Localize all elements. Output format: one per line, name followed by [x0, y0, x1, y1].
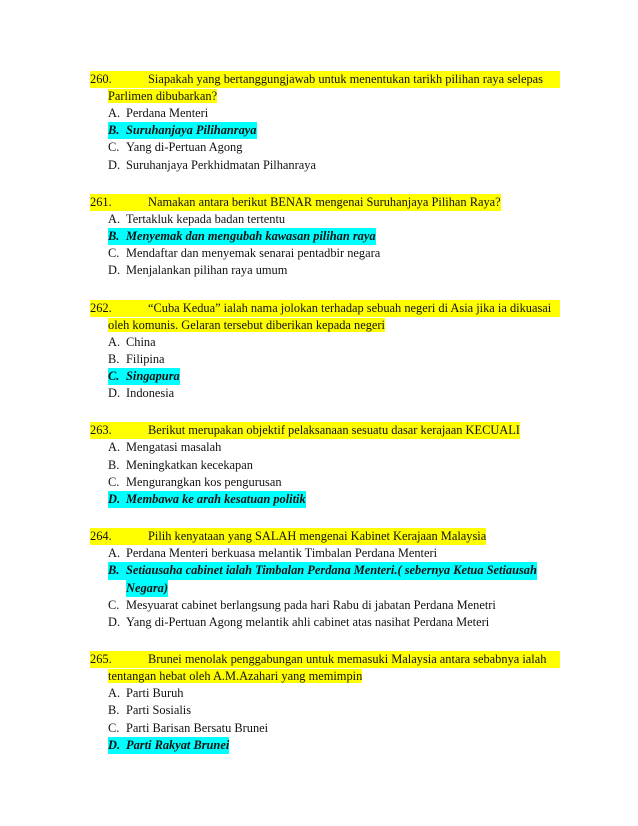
option-a[interactable]: A. Perdana Menteri berkuasa melantik Timbalan Perdana Menteri — [108, 546, 438, 561]
option-b[interactable]: B. Menyemak dan mengubah kawasan pilihan raya — [108, 228, 560, 245]
correct-answer-continued: Negara) — [126, 580, 168, 597]
stem-text: Berikut merupakan objektif pelaksanaan sesuatu dasar kerajaan KECUALI — [148, 423, 520, 438]
option-c[interactable]: C. Singapura — [108, 368, 560, 385]
stem-text: Namakan antara berikut BENAR mengenai Suruhanjaya Pilihan Raya? — [148, 194, 501, 209]
option-b[interactable]: B. Filipina — [108, 351, 165, 366]
question-stem — [90, 422, 560, 439]
option-d[interactable]: D. Indonesia — [108, 386, 175, 401]
option-d[interactable]: D. Parti Rakyat Brunei — [108, 737, 560, 754]
question-number: 265. — [90, 652, 112, 667]
stem-text: Brunei menolak penggabungan untuk memasuki Malaysia antara sebabnya ialah — [148, 652, 547, 667]
option-c[interactable]: C. Parti Barisan Bersatu Brunei — [108, 720, 269, 735]
question-stem — [90, 194, 560, 211]
question-number: 263. — [90, 423, 112, 438]
question-261 — [90, 194, 560, 280]
question-264 — [90, 528, 560, 631]
question-262 — [90, 300, 560, 403]
option-c[interactable]: C. Mesyuarat cabinet berlangsung pada hari Rabu di jabatan Perdana Menetri — [108, 597, 496, 612]
question-number: 260. — [90, 72, 112, 86]
correct-answer: Parti Rakyat Brunei — [126, 737, 230, 752]
option-d[interactable]: D. Menjalankan pilihan raya umum — [108, 263, 288, 278]
stem-text-continued: tentangan hebat oleh A.M.Azahari yang memimpin — [108, 669, 363, 684]
option-a[interactable]: A. Parti Buruh — [108, 686, 184, 701]
option-c[interactable]: C. Mendaftar dan menyemak senarai pentadbir negara — [108, 246, 381, 261]
option-b[interactable]: B. Suruhanjaya Pilihanraya — [108, 122, 560, 139]
question-list — [90, 71, 560, 774]
question-number: 262. — [90, 300, 112, 315]
stem-text: Siapakah yang bertanggungjawab untuk menentukan tarikh pilihan raya selepas — [148, 72, 543, 86]
option-a[interactable]: A. Perdana Menteri — [108, 106, 209, 120]
option-c[interactable]: C. Yang di-Pertuan Agong — [108, 140, 243, 155]
option-c[interactable]: C. Mengurangkan kos pengurusan — [108, 474, 282, 489]
stem-text-continued: Parlimen dibubarkan? — [108, 89, 218, 103]
question-stem — [90, 300, 560, 334]
option-a[interactable]: A. Mengatasi masalah — [108, 440, 222, 455]
stem-text: Pilih kenyataan yang SALAH mengenai Kabinet Kerajaan Malaysia — [148, 529, 487, 544]
question-263 — [90, 422, 560, 508]
question-number: 261. — [90, 194, 112, 209]
question-260 — [90, 71, 560, 174]
option-d[interactable]: D. Suruhanjaya Perkhidmatan Pilhanraya — [108, 157, 316, 172]
correct-answer: Membawa ke arah kesatuan politik — [126, 492, 306, 507]
option-a[interactable]: A. Tertakluk kepada badan tertentu — [108, 211, 286, 226]
question-265 — [90, 651, 560, 754]
correct-answer: Suruhanjaya Pilihanraya — [126, 123, 257, 138]
option-d[interactable]: D. Membawa ke arah kesatuan politik — [108, 491, 560, 508]
question-stem — [90, 71, 560, 105]
option-a[interactable]: A. China — [108, 334, 156, 349]
stem-text: “Cuba Kedua” ialah nama jolokan terhadap sebuah negeri di Asia jika ia dikuasai — [148, 300, 552, 315]
correct-answer: Menyemak dan mengubah kawasan pilihan raya — [126, 229, 376, 244]
question-stem — [90, 651, 560, 685]
stem-text-continued: oleh komunis. Gelaran tersebut diberikan kepada negeri — [108, 317, 385, 332]
correct-answer: Setiausaha cabinet ialah Timbalan Perdana Menteri.( sebernya Ketua Setiausah — [126, 563, 537, 578]
question-number: 264. — [90, 529, 112, 544]
option-b[interactable]: B. Meningkatkan kecekapan — [108, 457, 253, 472]
option-b[interactable]: B. Setiausaha cabinet ialah Timbalan Perdana Menteri.( sebernya Ketua Setiausah Negara) — [108, 562, 560, 596]
question-stem — [90, 528, 560, 545]
correct-answer: Singapura — [126, 369, 180, 384]
option-d[interactable]: D. Yang di-Pertuan Agong melantik ahli cabinet atas nasihat Perdana Meteri — [108, 615, 490, 630]
option-b[interactable]: B. Parti Sosialis — [108, 703, 192, 718]
